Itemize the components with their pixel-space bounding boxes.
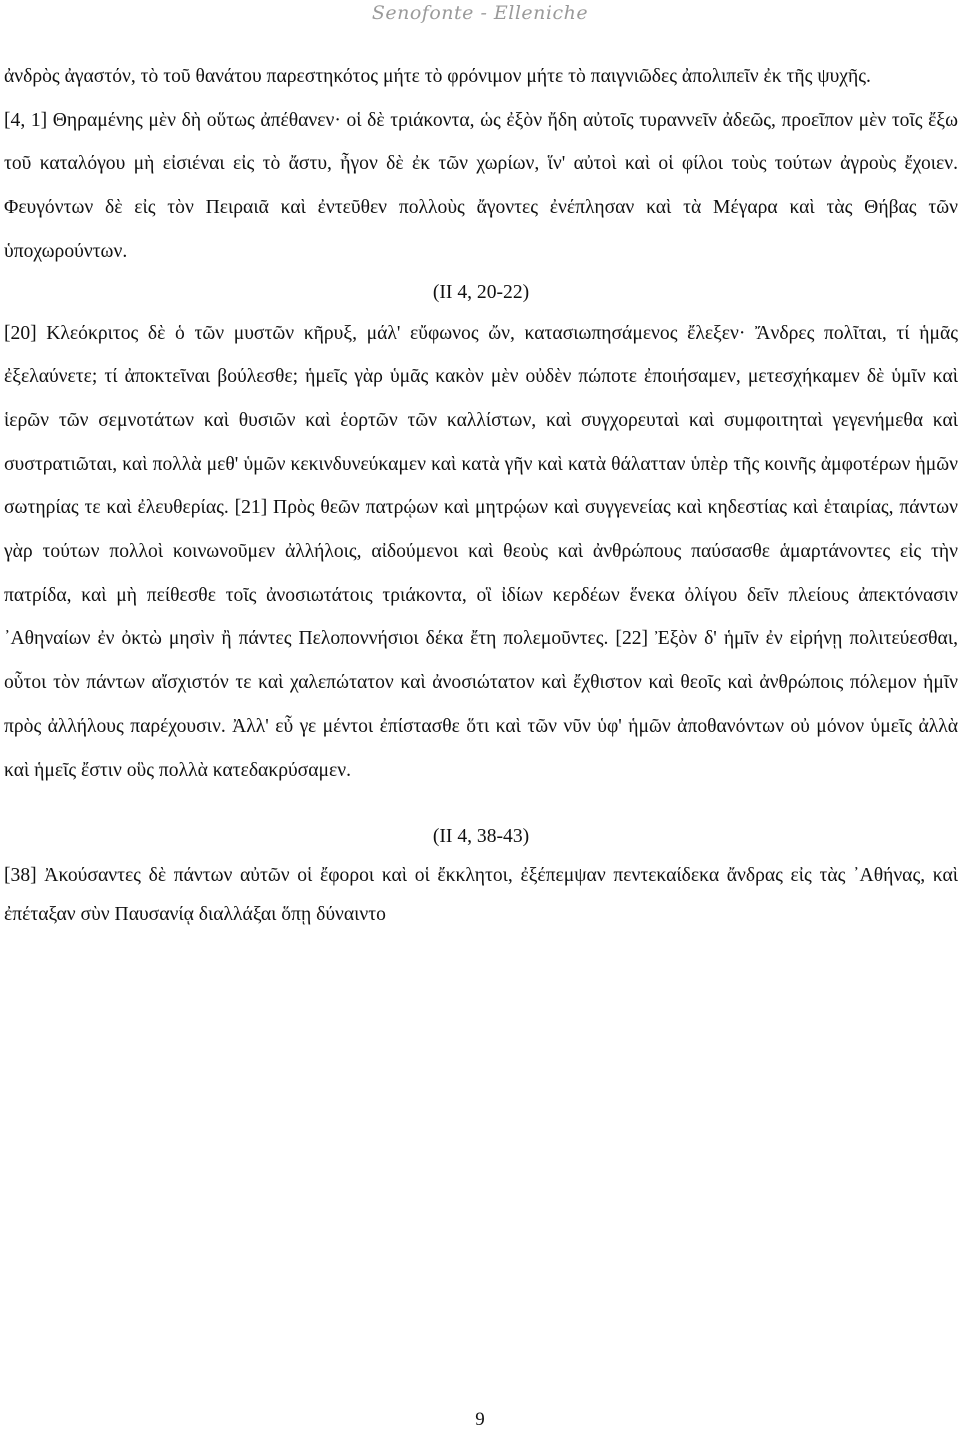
- paragraph-thirty-tyrants: [4, 1] Θηραμένης μὲν δὴ οὕτως ἀπέθανεν· οἱ δὲ τριάκοντα, ὡς ἐξὸν ἤδη αὐτοῖς τυραννεῖν ἀδεῶς, προεῖπον μὲν τοῖς ἔξω τοῦ καταλόγου μὴ εἰσιέναι εἰς τὸ ἄστυ, ἦγον δὲ ἐκ τῶν χωρίων, ἵν' αὐτοὶ καὶ οἱ φίλοι τοὺς τούτων ἀγροὺς ἔχοιεν. Φευγόντων δὲ εἰς τὸν Πειραιᾶ καὶ ἐντεῦθεν πολλοὺς ἄγοντες ἐνέπλησαν καὶ τὰ Μέγαρα καὶ τὰς Θήβας τῶν ὑποχωρούντων.: [4, 109, 958, 262]
- paragraph-kleokritos-speech: [20] Κλεόκριτος δὲ ὁ τῶν μυστῶν κῆρυξ, μάλ' εὔφωνος ὤν, κατασιωπησάμενος ἔλεξεν· Ἄνδρες πολῖται, τί ἡμᾶς ἐξελαύνετε; τί ἀποκτεῖναι βούλεσθε; ἡμεῖς γὰρ ὑμᾶς κακὸν μὲν οὐδὲν πώποτε ἐποιήσαμεν, μετεσχήκαμεν δὲ ὑμῖν καὶ ἱερῶν τῶν σεμνοτάτων καὶ θυσιῶν καὶ ἑορτῶν τῶν καλλίστων, καὶ συγχορευταὶ καὶ συμφοιτηταὶ γεγενήμεθα καὶ συστρατιῶται, καὶ πολλὰ μεθ' ὑμῶν κεκινδυνεύκαμεν καὶ κατὰ γῆν καὶ κατὰ θάλατταν ὑπὲρ τῆς κοινῆς ἀμφοτέρων ἡμῶν σωτηρίας τε καὶ ἐλευθερίας. [21] Πρὸς θεῶν πατρῴων καὶ μητρῴων καὶ συγγενείας καὶ κηδεστίας καὶ ἑταιρίας, πάντων γὰρ τούτων πολλοὶ κοινωνοῦμεν ἀλλήλοις, αἰδούμενοι καὶ θεοὺς καὶ ἀνθρώπους παύσασθε ἁμαρτάνοντες εἰς τὴν πατρίδα, καὶ μὴ πείθεσθε τοῖς ἀνοσιωτάτοις τριάκοντα, οἳ ἰδίων κερδέων ἕνεκα ὀλίγου δεῖν πλείους ἀπεκτόνασιν ᾿Αθηναίων ἐν ὀκτὼ μησὶν ἢ πάντες Πελοποννήσιοι δέκα ἔτη πολεμοῦντες. [22] Ἐξὸν δ' ἡμῖν ἐν εἰρήνῃ πολιτεύεσθαι, οὗτοι τὸν πάντων αἴσχιστόν τε καὶ χαλεπώτατον καὶ ἀνοσιώτατον καὶ ἔχθιστον καὶ θεοῖς καὶ ἀνθρώποις πόλεμον ἡμῖν πρὸς ἀλλήλους παρέχουσιν. Ἀλλ' εὖ γε μέντοι ἐπίστασθε ὅτι καὶ τῶν νῦν ὑφ' ἡμῶν ἀποθανόντων οὐ μόνον ὑμεῖς ἀλλὰ καὶ ἡμεῖς ἔστιν οὓς πολλὰ κατεδακρύσαμεν.: [4, 322, 958, 781]
- paragraph-theramenes-death: ἀνδρὸς ἀγαστόν, τὸ τοῦ θανάτου παρεστηκότος μήτε τὸ φρόνιμον μήτε τὸ παιγνιῶδες ἀπολιπεῖν ἐκ τῆς ψυχῆς.: [4, 66, 871, 87]
- running-header: Senofonte - Elleniche: [371, 2, 589, 24]
- page-body: [4, 55, 958, 934]
- section-citation: (II 4, 38-43): [432, 826, 530, 848]
- paragraph-ephors: [38] Ἀκούσαντες δὲ πάντων αὐτῶν οἱ ἔφοροι καὶ οἱ ἔκκλητοι, ἐξέπεμψαν πεντεκαίδεκα ἄνδρας εἰς τὰς ᾿Αθήνας, καὶ ἐπέταξαν σὺν Παυσανίᾳ διαλλάξαι ὅπῃ δύναιντο: [4, 865, 958, 926]
- section-citation: (II 4, 20-22): [432, 281, 530, 303]
- page-number: 9: [475, 1409, 485, 1430]
